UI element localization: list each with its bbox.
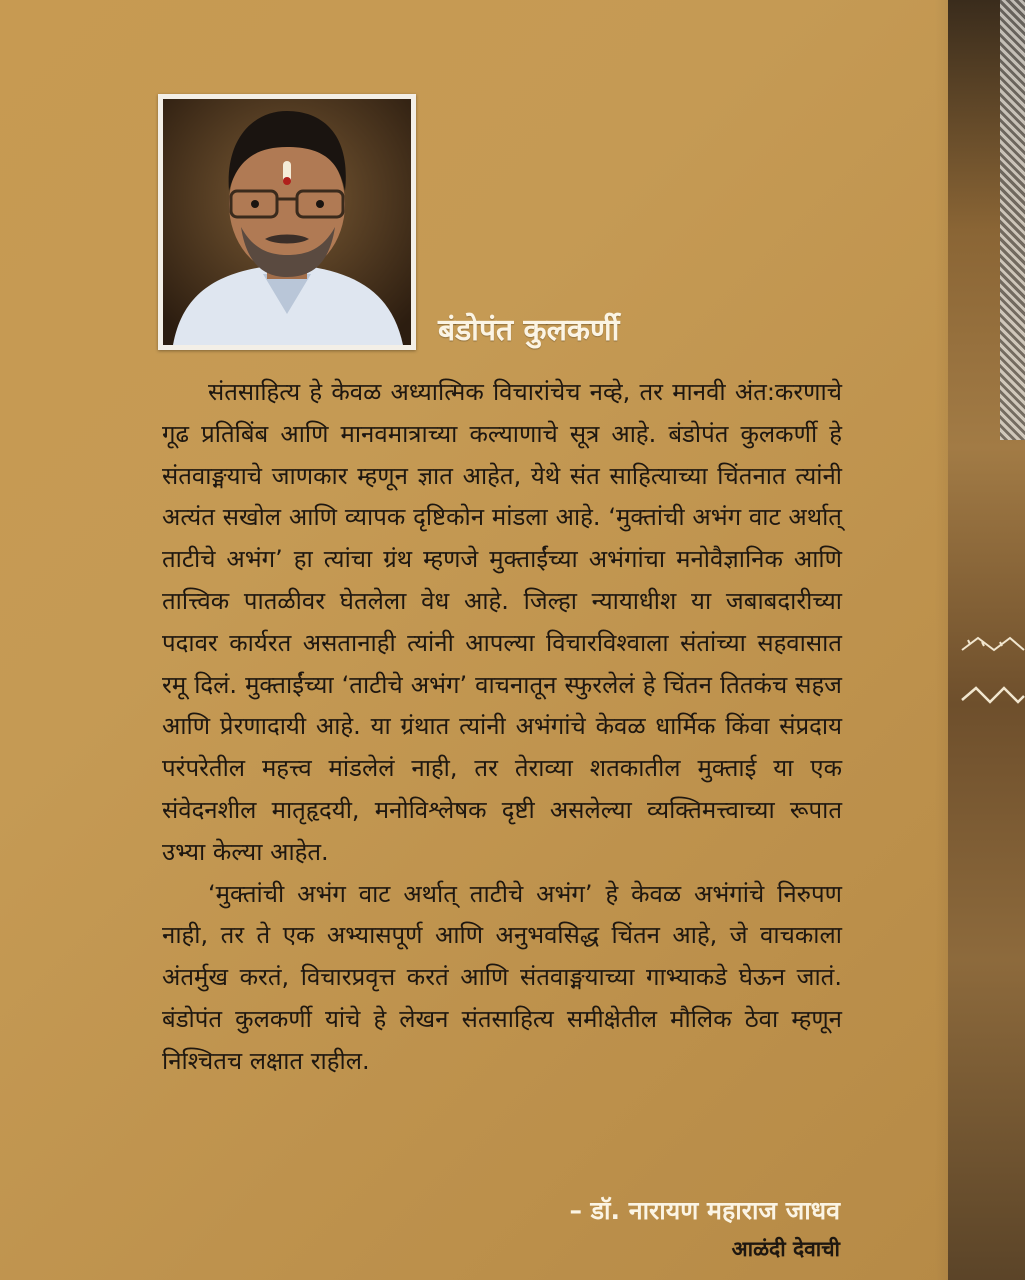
decorative-motif-icon bbox=[960, 630, 1025, 740]
author-portrait-icon bbox=[163, 99, 411, 345]
author-name: बंडोपंत कुलकर्णी bbox=[438, 313, 620, 348]
reviewer-place: आळंदी देवाची bbox=[731, 1237, 840, 1261]
author-photo bbox=[158, 94, 416, 350]
reviewer-signature: – डॉ. नारायण महाराज जाधव bbox=[569, 1196, 840, 1225]
blurb-paragraph-2: ‘मुक्तांची अभंग वाट अर्थात् ताटीचे अभंग’ हे केवळ अभंगांचे निरुपण नाही, तर ते एक अभ्यासपूर्ण आणि अनुभवसिद्ध चिंतन आहे, जे वाचकाला अंतर्मुख करतं, विचारप्रवृत्त करतं आणि संतवाङ्मयाच्या गाभ्याकडे घेऊन जातं. बंडोपंत कुलकर्णी यांचे हे लेखन संतसाहित्य समीक्षेतील मौलिक ठेवा म्हणून निश्चितच लक्षात राहील. bbox=[162, 879, 842, 1075]
blurb-text bbox=[162, 372, 842, 1083]
blurb-paragraph-1: संतसाहित्य हे केवळ अध्यात्मिक विचारांचेच नव्हे, तर मानवी अंत:करणाचे गूढ प्रतिबिंब आणि मानवमात्राच्या कल्याणाचे सूत्र आहे. बंडोपंत कुलकर्णी हे संतवाङ्मयाचे जाणकार म्हणून ज्ञात आहेत, येथे संत साहित्याच्या चिंतनात त्यांनी अत्यंत सखोल आणि व्यापक दृष्टिकोन मांडला आहे. ‘मुक्तांची अभंग वाट अर्थात् ताटीचे अभंग’ हा त्यांचा ग्रंथ म्हणजे मुक्ताईंच्या अभंगांचा मनोवैज्ञानिक आणि तात्त्विक पातळीवर घेतलेला वेध आहे. जिल्हा न्यायाधीश या जबाबदारीच्या पदावर कार्यरत असतानाही त्यांनी आपल्या विचारविश्वाला संतांच्या सहवासात रमू दिलं. मुक्ताईंच्या ‘ताटीचे अभंग’ वाचनातून स्फुरलेलं हे चिंतन तितकंच सहज आणि प्रेरणादायी आहे. या ग्रंथात त्यांनी अभंगांचे केवळ धार्मिक किंवा संप्रदाय परंपरेतील महत्त्व मांडलेलं नाही, तर तेराव्या शतकातील मुक्ताई या एक संवेदनशील मातृहृदयी, मनोविश्लेषक दृष्टी असलेल्या व्यक्तिमत्त्वाच्या रूपात उभ्या केल्या आहेत. bbox=[162, 378, 842, 866]
background-fabric bbox=[1000, 0, 1025, 440]
